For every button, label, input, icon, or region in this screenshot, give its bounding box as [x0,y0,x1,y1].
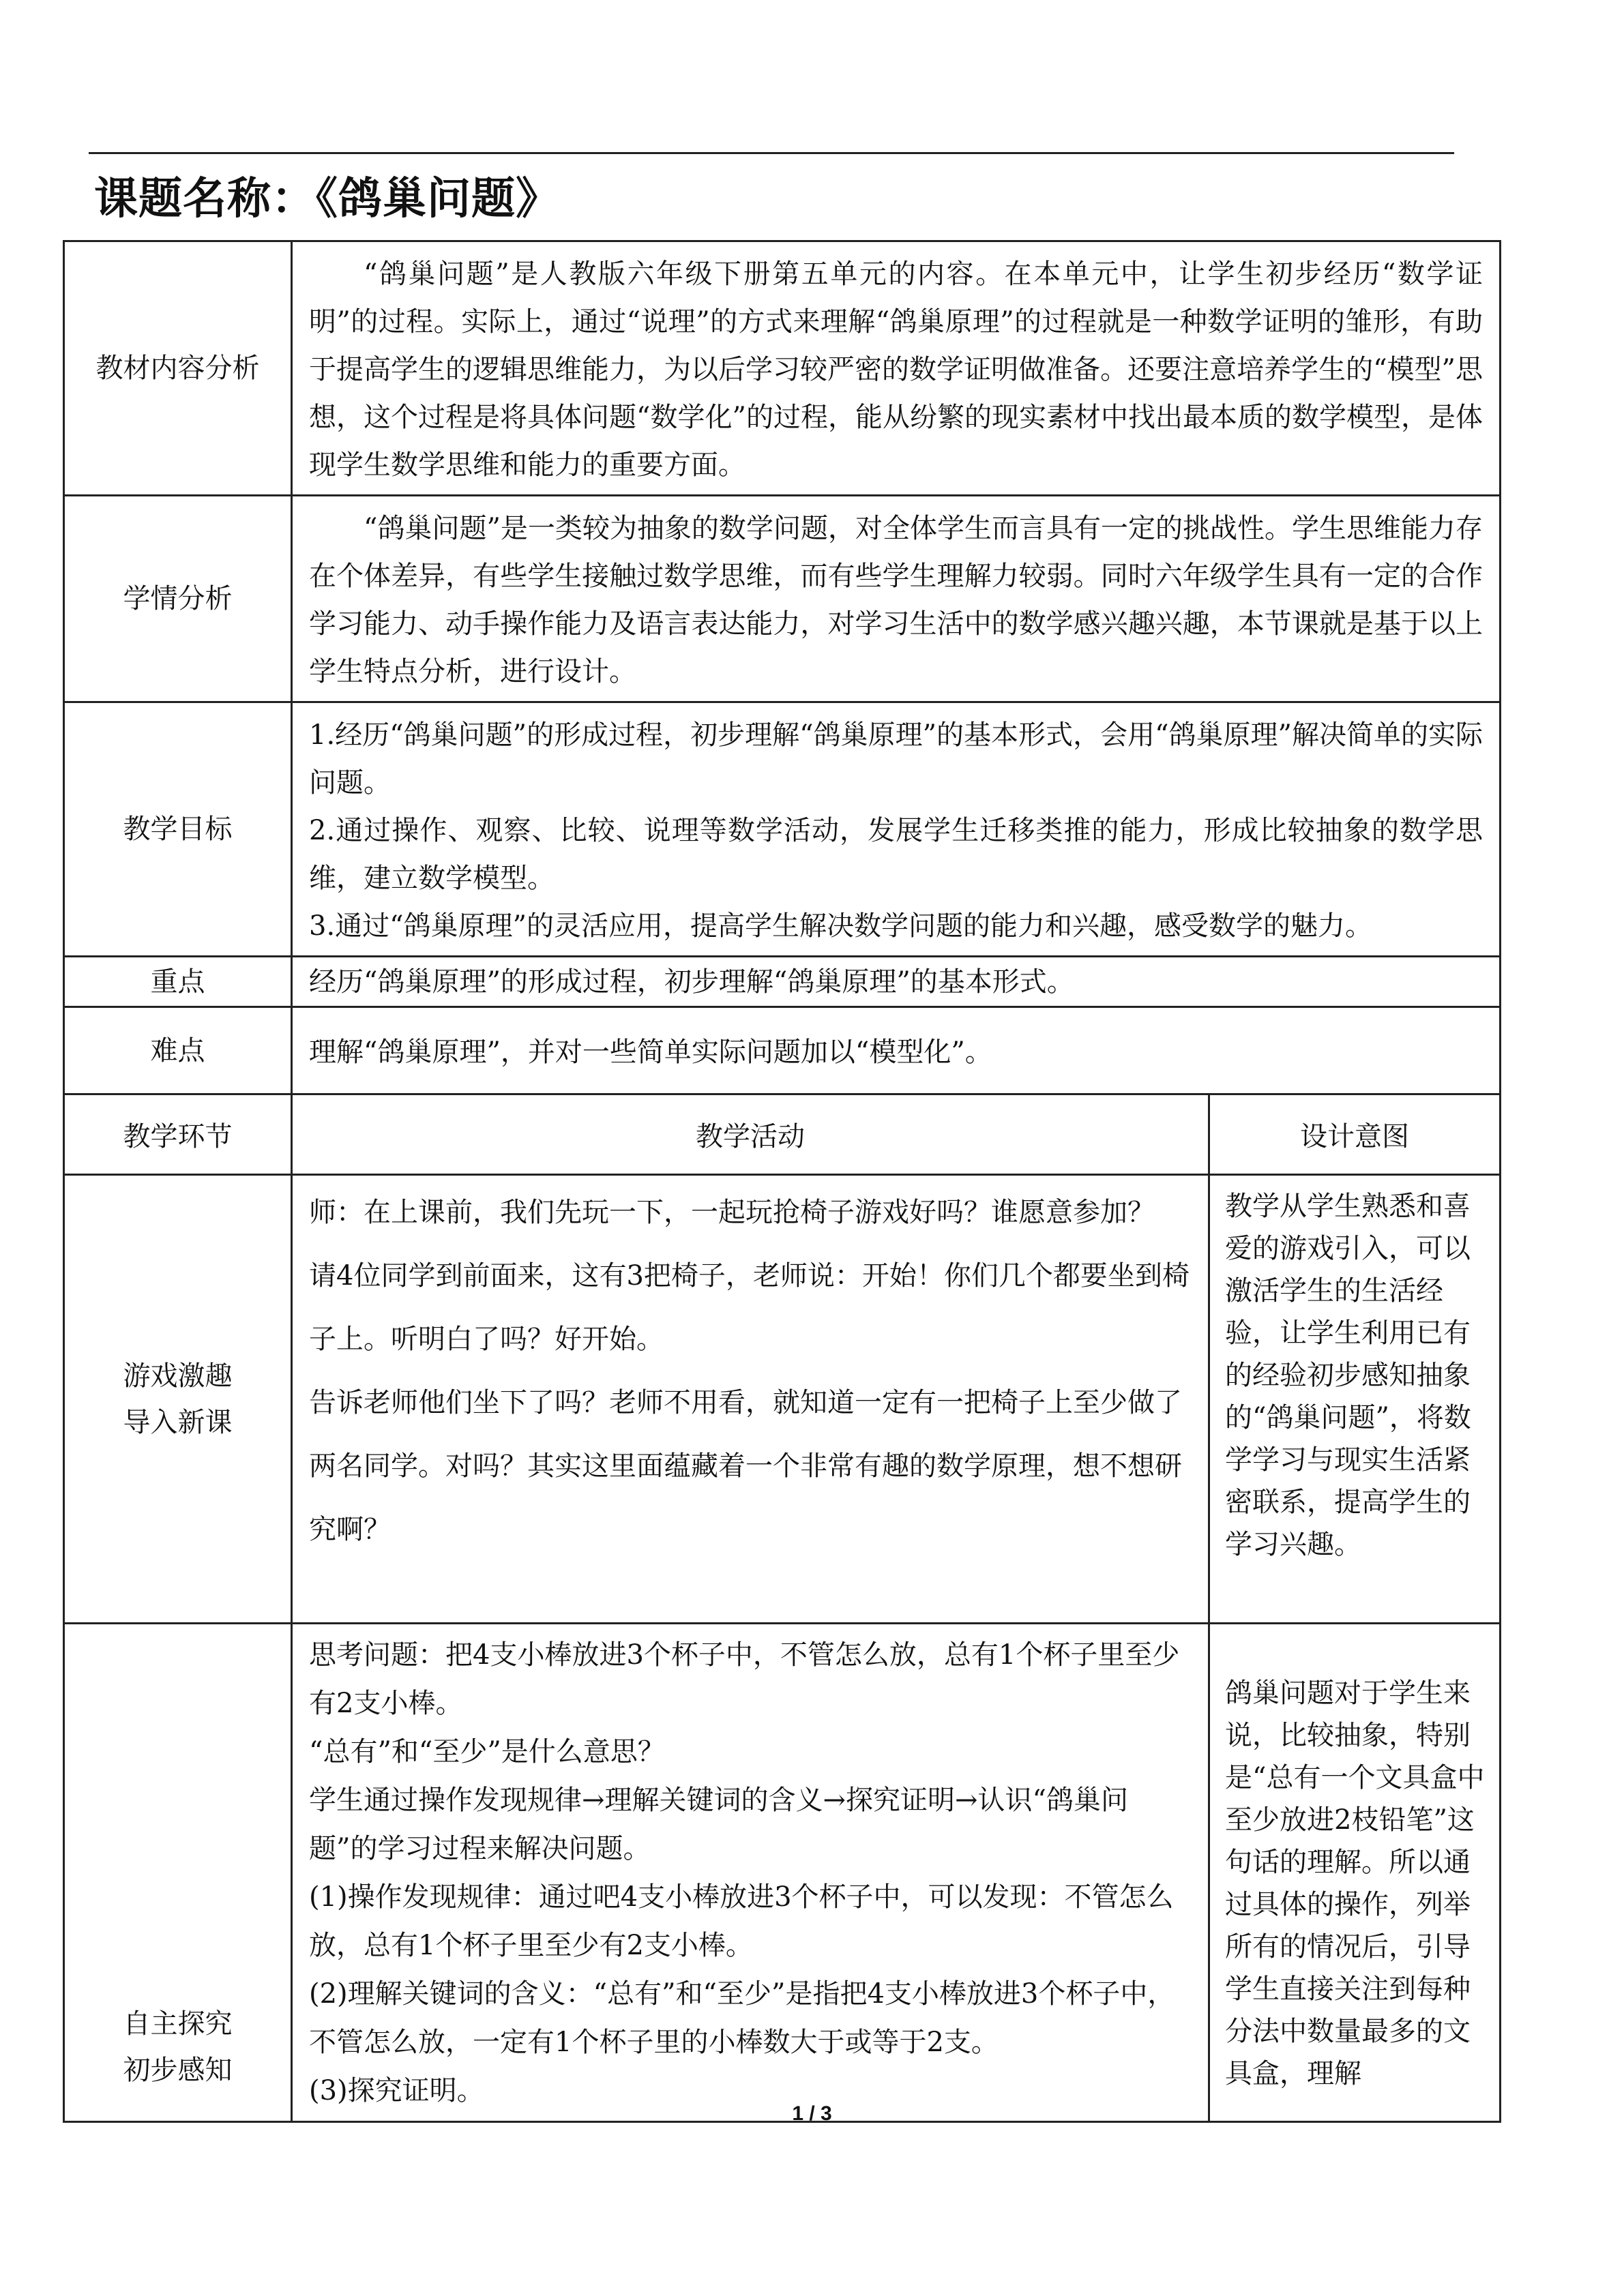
stage-row-self-explore [64,1624,1501,2122]
activity-paragraph: 思考问题：把4支小棒放进3个杯子中，不管怎么放，总有1个杯子里至少有2支小棒。 [309,1639,1180,1719]
header-activity: 教学活动 [292,1094,1209,1175]
stage-intent: 教学从学生熟悉和喜爱的游戏引入，可以激活学生的生活经验，让学生利用已有的经验初步感知抽象的“鸽巢问题”，将数学学习与现实生活紧密联系，提高学生的学习兴趣。 [1209,1175,1501,1624]
page-title: 课题名称：《鸽巢问题》 [94,174,560,224]
text-teaching-goals [292,702,1501,957]
activity-paragraph: “总有”和“至少”是什么意思？ [309,1736,665,1768]
activity-paragraph: 告诉老师他们坐下了吗？老师不用看，就知道一定有一把椅子上至少做了两名同学。对吗？其实这里面蕴藏着一个非常有趣的数学原理，想不想研究啊？ [309,1387,1182,1545]
label-teaching-goals: 教学目标 [64,702,292,957]
row-teaching-goals [64,702,1501,957]
activity-paragraph: (2)理解关键词的含义：“总有”和“至少”是指把4支小棒放进3个杯子中，不管怎么放，一定有1个杯子里的小棒数大于或等于2支。 [309,1978,1175,2058]
row-material-analysis [64,241,1501,496]
text-material-analysis [292,241,1501,496]
activity-paragraph: 请4位同学到前面来，这有3把椅子，老师说：开始！你们几个都要坐到椅子上。听明白了吗？好开始。 [309,1260,1190,1355]
header-rule [89,152,1454,154]
activity-paragraph: (1)操作发现规律：通过吧4支小棒放进3个杯子中，可以发现：不管怎么放，总有1个杯子里至少有2支小棒。 [309,1881,1174,1961]
students-paragraph: “鸽巢问题”是一类较为抽象的数学问题，对全体学生而言具有一定的挑战性。学生思维能力存在个体差异，有些学生接触过数学思维，而有些学生理解力较弱。同时六年级学生具有一定的合作学习能力、动手操作能力及语言表达能力，对学习生活中的数学感兴趣兴趣，本节课就是基于以上学生特点分析，进行设计。 [309,513,1483,687]
text-difficulty: 理解“鸽巢原理”，并对一些简单实际问题加以“模型化”。 [292,1007,1501,1094]
stage-activity [292,1175,1209,1624]
stage-intent: 鸽巢问题对于学生来说，比较抽象，特别是“总有一个文具盒中至少放进2枝铅笔”这句话的理解。所以通过具体的操作，列举所有的情况后，引导学生直接关注到每种分法中数量最多的文具盒，理解 [1209,1624,1501,2122]
row-difficulty [64,1007,1501,1094]
header-stage: 教学环节 [64,1094,292,1175]
stage-activity [292,1624,1209,2122]
row-key-point [64,957,1501,1007]
text-student-analysis [292,496,1501,702]
goal-item: 2.通过操作、观察、比较、说理等数学活动，发展学生迁移类推的能力，形成比较抽象的数学思维，建立数学模型。 [309,815,1483,894]
activity-paragraph: 师：在上课前，我们先玩一下，一起玩抢椅子游戏好吗？谁愿意参加？ [309,1197,1155,1228]
stage-label-line: 自主探究 [123,2008,233,2040]
material-paragraph: “鸽巢问题”是人教版六年级下册第五单元的内容。在本单元中，让学生初步经历“数学证明”的过程。实际上，通过“说理”的方式来理解“鸽巢原理”的过程就是一种数学证明的雏形，有助于提高学生的逻辑思维能力，为以后学习较严密的数学证明做准备。还要注意培养学生的“模型”思想，这个过程是将具体问题“数学化”的过程，能从纷繁的现实素材中找出最本质的数学模型，是体现学生数学思维和能力的重要方面。 [309,258,1483,481]
label-student-analysis: 学情分析 [64,496,292,702]
page-number: 1 / 3 [792,2102,832,2125]
label-difficulty: 难点 [64,1007,292,1094]
goal-item: 3.通过“鸽巢原理”的灵活应用，提高学生解决数学问题的能力和兴趣，感受数学的魅力。 [309,910,1373,942]
stage-label-line: 游戏激趣 [123,1360,233,1392]
text-key-point: 经历“鸽巢原理”的形成过程，初步理解“鸽巢原理”的基本形式。 [292,957,1501,1007]
stage-row-game-intro [64,1175,1501,1624]
header-intent: 设计意图 [1209,1094,1501,1175]
stage-label-line: 初步感知 [123,2055,233,2086]
label-material-analysis: 教材内容分析 [64,241,292,496]
label-key-point: 重点 [64,957,292,1007]
activity-paragraph: 学生通过操作发现规律→理解关键词的含义→探究证明→认识“鸽巢问题”的学习过程来解决问题。 [309,1785,1128,1864]
goal-item: 1.经历“鸽巢问题”的形成过程，初步理解“鸽巢原理”的基本形式，会用“鸽巢原理”解决简单的实际问题。 [309,719,1483,799]
stage-label [64,1624,292,2122]
stage-label-line: 导入新课 [123,1406,233,1438]
activity-paragraph: (3)探究证明。 [309,2075,484,2106]
stage-label [64,1175,292,1624]
lesson-plan-table [63,240,1501,2123]
process-header-row [64,1094,1501,1175]
row-student-analysis [64,496,1501,702]
